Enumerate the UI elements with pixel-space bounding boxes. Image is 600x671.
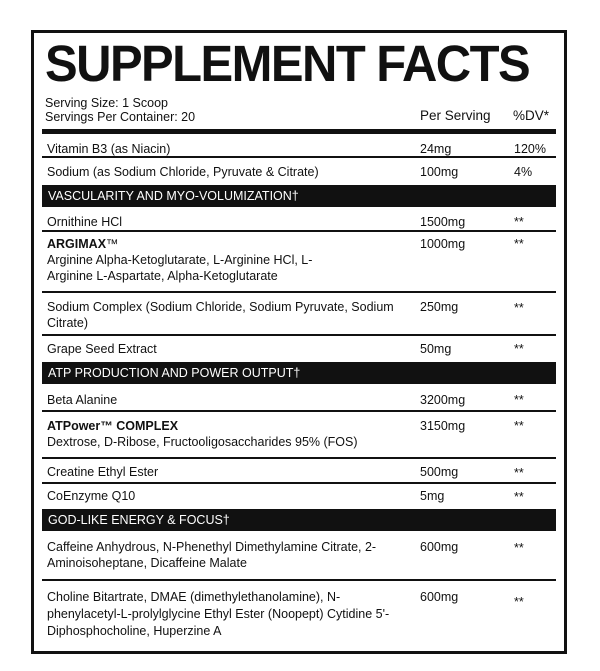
ingredient-amount: 250mg <box>420 300 459 314</box>
ingredient-row <box>42 384 556 412</box>
ingredient-blend-detail: Arginine Alpha-Ketoglutarate, L-Arginine HCl, L-Arginine L-Aspartate, Alpha-Ketoglutarate <box>47 253 313 283</box>
ingredient-name: Grape Seed Extract <box>47 342 157 356</box>
section-title: ATP PRODUCTION AND POWER OUTPUT† <box>48 366 301 380</box>
ingredient-row <box>42 581 556 651</box>
section-header-energy-focus <box>42 509 556 531</box>
nutrient-row <box>42 134 556 158</box>
ingredient-row <box>42 459 556 484</box>
section-title: VASCULARITY AND MYO-VOLUMIZATION† <box>48 189 299 203</box>
ingredient-row <box>42 336 556 360</box>
ingredient-amount: 500mg <box>420 465 459 479</box>
ingredient-dv: ** <box>514 490 524 504</box>
ingredient-dv: ** <box>514 595 524 609</box>
ingredient-name: Caffeine Anhydrous, N-Phenethyl Dimethylamine Citrate, 2-Aminoisoheptane, Dicaffeine Malate <box>47 540 377 570</box>
serving-size: Serving Size: 1 Scoop <box>45 96 168 110</box>
section-header-vascularity <box>42 185 556 207</box>
nutrient-name: Sodium (as Sodium Chloride, Pyruvate & Citrate) <box>47 165 319 179</box>
ingredient-name: Sodium Complex (Sodium Chloride, Sodium Pyruvate, Sodium Citrate) <box>47 300 394 330</box>
ingredient-dv: ** <box>514 237 524 251</box>
ingredient-row <box>42 207 556 232</box>
ingredient-blend-name: ATPower™ COMPLEX <box>47 419 179 433</box>
ingredient-name: Ornithine HCl <box>47 215 123 229</box>
nutrient-row <box>42 158 556 182</box>
nutrient-amount: 100mg <box>420 165 459 179</box>
ingredient-dv: ** <box>514 419 524 433</box>
ingredient-amount: 1000mg <box>420 237 466 251</box>
ingredient-row <box>42 531 556 581</box>
ingredient-amount: 3150mg <box>420 419 466 433</box>
nutrient-name: Vitamin B3 (as Niacin) <box>47 142 171 156</box>
ingredient-dv: ** <box>514 342 524 356</box>
section-header-atp-production <box>42 362 556 384</box>
ingredient-dv: ** <box>514 541 524 555</box>
per-serving-header: Per Serving <box>420 108 491 123</box>
nutrient-dv: 120% <box>514 142 546 156</box>
supplement-facts-panel <box>31 30 567 654</box>
ingredient-row <box>42 293 556 336</box>
ingredient-amount: 5mg <box>420 489 445 503</box>
ingredient-amount: 50mg <box>420 342 452 356</box>
ingredient-name: Choline Bitartrate, DMAE (dimethylethanolamine), N-phenylacetyl-L-prolylglycine Ethyl Ester (Noopept) Cytidine 5'-Diphosphocholine, Huperzine A <box>47 590 390 638</box>
nutrient-dv: 4% <box>514 165 533 179</box>
ingredient-row <box>42 484 556 508</box>
ingredient-blend-name: ARGIMAX™ <box>47 237 119 251</box>
ingredient-row <box>42 232 556 293</box>
ingredient-name: Creatine Ethyl Ester <box>47 465 159 479</box>
ingredient-dv: ** <box>514 393 524 407</box>
ingredient-row <box>42 412 556 459</box>
dv-header: %DV* <box>513 108 550 123</box>
ingredient-dv: ** <box>514 466 524 480</box>
ingredient-amount: 3200mg <box>420 393 466 407</box>
ingredient-amount: 1500mg <box>420 215 466 229</box>
ingredient-dv: ** <box>514 301 524 315</box>
panel-title: SUPPLEMENT FACTS <box>45 35 530 92</box>
ingredient-name: CoEnzyme Q10 <box>47 489 136 503</box>
ingredient-amount: 600mg <box>420 590 459 604</box>
servings-per-container: Servings Per Container: 20 <box>45 110 196 124</box>
ingredient-amount: 600mg <box>420 540 459 554</box>
nutrient-amount: 24mg <box>420 142 452 156</box>
ingredient-blend-detail: Dextrose, D-Ribose, Fructooligosaccharides 95% (FOS) <box>47 435 358 449</box>
section-title: GOD-LIKE ENERGY & FOCUS† <box>48 513 230 527</box>
ingredient-name: Beta Alanine <box>47 393 118 407</box>
trademark-symbol: ™ <box>106 237 119 251</box>
ingredient-dv: ** <box>514 215 524 229</box>
